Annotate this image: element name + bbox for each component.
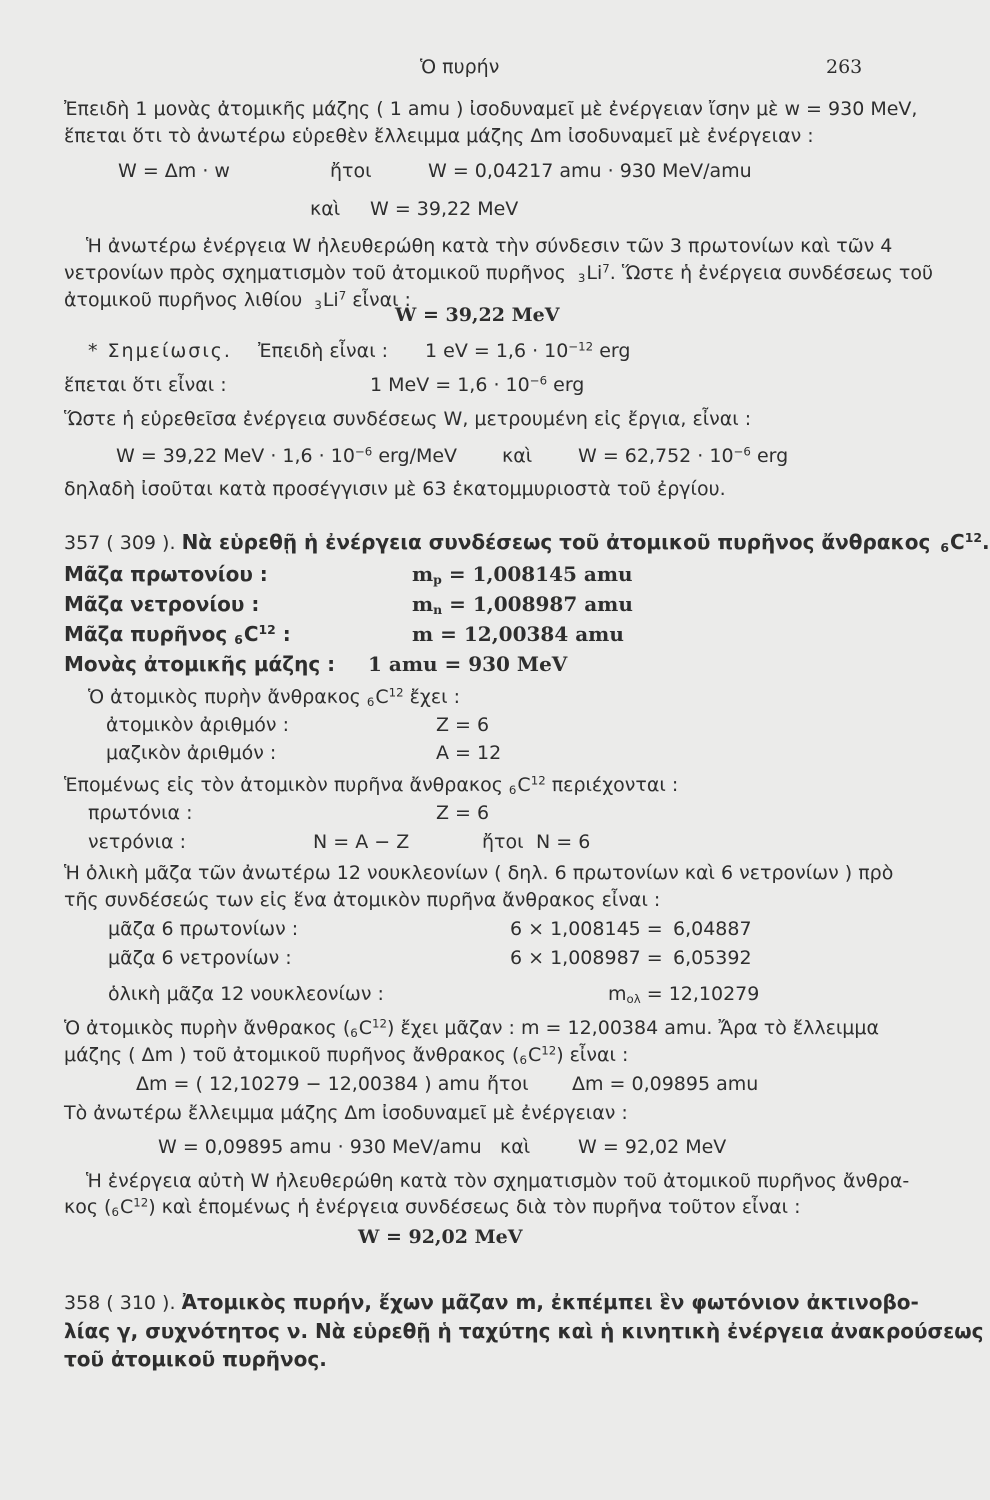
- text-line: ἀτομικὸν ἀριθμόν :: [106, 714, 289, 736]
- text-line: Ὥστε ἡ εὑρεθεῖσα ἐνέργεια συνδέσεως W, μετρουμένη εἰς ἔργια, εἶναι :: [64, 408, 752, 430]
- text-line: κος $(6C^{12})$ καὶ ἑπομένως ἡ ἐνέργεια συνδέσεως διὰ τὸν πυρῆνα τοῦτον εἶναι :: [64, 1195, 801, 1219]
- text-word: ἤτοι: [482, 831, 524, 853]
- given-label: Μονὰς ἀτομικῆς μάζης :: [64, 652, 336, 676]
- given-value: $m_p = 1,008145$ amu: [412, 562, 633, 588]
- result-equation: W = 39,22 MeV: [395, 304, 560, 326]
- text-line: Ἐπειδὴ 1 μονὰς ἀτομικῆς μάζης ( 1 amu ) ἰσοδυναμεῖ μὲ ἐνέργειαν ἴσην μὲ w = 930 MeV,: [64, 98, 918, 120]
- problem-statement: τοῦ ἀτομικοῦ πυρῆνος.: [64, 1347, 327, 1371]
- equation: Z = 6: [436, 714, 490, 736]
- given-value: 1 amu = 930 MeV: [368, 652, 568, 676]
- text-line: ἀτομικοῦ πυρῆνος λιθίου 3Li$^7$ εἶναι :: [64, 288, 411, 312]
- text-word: ἤτοι: [487, 1073, 529, 1095]
- text-line: Ἑπομένως εἰς τὸν ἀτομικὸν πυρῆνα ἄνθρακος $6C^{12}$ περιέχονται :: [64, 773, 679, 797]
- text-word: καὶ: [502, 445, 533, 467]
- text-line: τῆς συνδέσεώς των εἰς ἕνα ἀτομικὸν πυρῆνα ἄνθρακος εἶναι :: [64, 889, 661, 911]
- problem-statement: Νὰ εὑρεθῇ ἡ ἐνέργεια συνδέσεως τοῦ ἀτομικοῦ πυρῆνος ἄνθρακος: [181, 530, 931, 554]
- given-label: Μᾶζα πυρῆνος $6C^{12}$ :: [64, 622, 291, 648]
- given-value: m = 12,00384 amu: [412, 622, 624, 646]
- equation: W = 0,04217 amu · 930 MeV/amu: [428, 160, 752, 182]
- equation: W = 0,09895 amu · 930 MeV/amu: [158, 1136, 482, 1158]
- equation: 6,05392: [673, 947, 752, 969]
- equation: W = 39,22 MeV: [370, 198, 519, 220]
- text-line: μᾶζα 6 νετρονίων :: [108, 947, 292, 969]
- equation: 6,04887: [673, 918, 752, 940]
- given-value: $m_n = 1,008987$ amu: [412, 592, 633, 618]
- final-result: W = 92,02 MeV: [358, 1226, 523, 1248]
- problem-statement: λίας γ, συχνότητος ν. Νὰ εὑρεθῇ ἡ ταχύτης καὶ ἡ κινητικὴ ἐνέργεια ἀνακρούσεως: [64, 1319, 984, 1343]
- text-line: μαζικὸν ἀριθμόν :: [106, 742, 277, 764]
- equation: 6 × 1,008145 =: [510, 918, 663, 940]
- text-line: Ὁ ἀτομικὸς πυρὴν ἄνθρακος $(6C^{12})$ ἔχει μᾶζαν : m = 12,00384 amu. Ἄρα τὸ ἔλλειμμα: [64, 1016, 879, 1040]
- text-line: πρωτόνια :: [88, 802, 193, 824]
- text-line: Τὸ ἀνωτέρω ἔλλειμμα μάζης Δm ἰσοδυναμεῖ μὲ ἐνέργειαν :: [64, 1102, 628, 1124]
- problem-heading: 358 ( 310 ). Ἀτομικὸς πυρήν, ἔχων μᾶζαν m, ἐκπέμπει ἓν φωτόνιον ἀκτινοβο-: [64, 1290, 919, 1314]
- equation: $m_{o\lambda} = 12,10279$: [608, 983, 760, 1006]
- text-line: νετρόνια :: [88, 831, 187, 853]
- equation: W = Δm · w: [118, 160, 230, 182]
- equation: Δm = 0,09895 amu: [572, 1073, 759, 1095]
- text-line: μάζης ( Δm ) τοῦ ἀτομικοῦ πυρῆνος ἄνθρακος $(6C^{12})$ εἶναι :: [64, 1043, 629, 1067]
- problem-number: 357 ( 309 ).: [64, 532, 176, 554]
- text-word: Ἐπειδὴ εἶναι :: [258, 340, 389, 362]
- text-line: Ὁ ἀτομικὸς πυρὴν ἄνθρακος $6C^{12}$ ἔχει :: [88, 685, 461, 709]
- text-line: ἕπεται ὅτι εἶναι :: [64, 374, 227, 396]
- page-number: 263: [826, 56, 863, 78]
- text-line: Ἡ ἐνέργεια αὐτὴ W ἠλευθερώθη κατὰ τὸν σχηματισμὸν τοῦ ἀτομικοῦ πυρῆνος ἄνθρα-: [86, 1170, 910, 1192]
- text-line: ὁλικὴ μᾶζα 12 νουκλεονίων :: [108, 983, 384, 1005]
- equation: A = 12: [436, 742, 502, 764]
- text-word: καὶ: [310, 198, 341, 220]
- equation: N = A − Z: [313, 831, 410, 853]
- equation: 6 × 1,008987 =: [510, 947, 663, 969]
- equation: 1 MeV = $1,6 \cdot 10^{-6}$ erg: [370, 373, 585, 396]
- text-line: νετρονίων πρὸς σχηματισμὸν τοῦ ἀτομικοῦ πυρῆνος 3Li$^7$. Ὥστε ἡ ἐνέργεια συνδέσεως τοῦ: [64, 261, 933, 285]
- equation: N = 6: [536, 831, 591, 853]
- text-word: καὶ: [500, 1136, 531, 1158]
- problem-number: 358 ( 310 ).: [64, 1292, 176, 1314]
- text-line: ἕπεται ὅτι τὸ ἀνωτέρω εὑρεθὲν ἔλλειμμα μάζης Δm ἰσοδυναμεῖ μὲ ἐνέργειαν :: [64, 125, 814, 147]
- given-label: Μᾶζα νετρονίου :: [64, 592, 260, 616]
- equation: Δm = ( 12,10279 − 12,00384 ) amu: [136, 1073, 480, 1095]
- note-label: * Σημείωσις.: [88, 340, 232, 362]
- text-line: δηλαδὴ ἰσοῦται κατὰ προσέγγισιν μὲ 63 ἑκατομμυριοστὰ τοῦ ἐργίου.: [64, 478, 726, 500]
- equation: Z = 6: [436, 802, 490, 824]
- text-word: ἤτοι: [330, 160, 372, 182]
- text-line: Ἡ ὁλικὴ μᾶζα τῶν ἀνωτέρω 12 νουκλεονίων ( δηλ. 6 πρωτονίων καὶ 6 νετρονίων ) πρὸ: [64, 862, 894, 884]
- equation: W = 39,22 MeV · $1,6 \cdot 10^{-6}$ erg/MeV: [116, 444, 458, 467]
- text-line: Ἡ ἀνωτέρω ἐνέργεια W ἠλευθερώθη κατὰ τὴν σύνδεσιν τῶν 3 πρωτονίων καὶ τῶν 4: [86, 235, 893, 257]
- text-line: μᾶζα 6 πρωτονίων :: [108, 918, 299, 940]
- equation: W = 92,02 MeV: [578, 1136, 727, 1158]
- given-label: Μᾶζα πρωτονίου :: [64, 562, 268, 586]
- running-title: Ὁ πυρήν: [420, 56, 500, 78]
- equation: 1 eV = $1,6 \cdot 10^{-12}$ erg: [425, 339, 631, 362]
- problem-heading: 357 ( 309 ). Νὰ εὑρεθῇ ἡ ἐνέργεια συνδέσεως τοῦ ἀτομικοῦ πυρῆνος ἄνθρακος $6C^{12}$.: [64, 530, 990, 556]
- equation: $W = 62,752 \cdot 10^{-6}$ erg: [578, 444, 789, 467]
